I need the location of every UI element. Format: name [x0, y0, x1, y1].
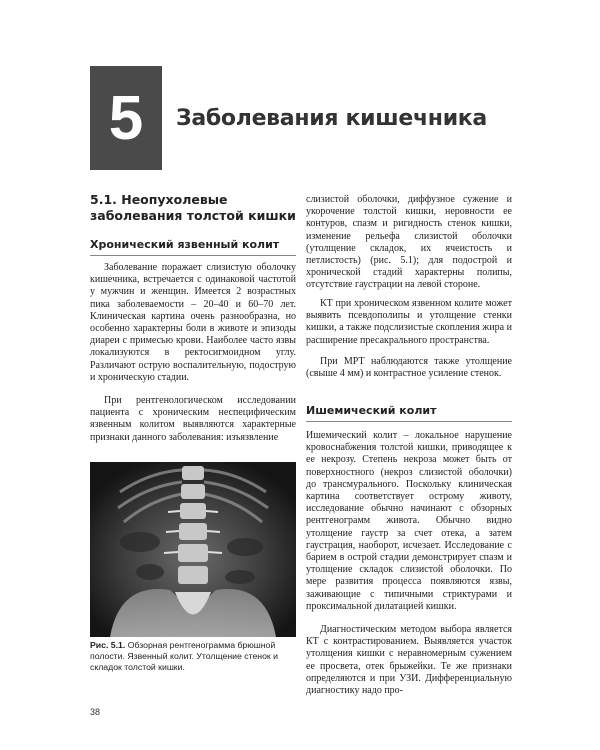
- page-number: 38: [90, 707, 101, 717]
- caption-text: Обзорная рентгенограмма брюшной полости. Язвенный колит. Утолщение стенок и складок толстой кишки.: [90, 640, 279, 672]
- paragraph-right-4: Ишемический колит – локальное нарушение кровоснабжения толстой кишки, приводящее к ее некрозу. Степень некроза может быть от поверхностного (некроз слизистой оболочки) до трансмурального. Поскольку клиническая картина соответствует острому животу, исследование обычно начинают с обзорных рентгенограмм живота. Обычно видно утолщение гаустр за счет отека, а затем гаустрация, наоборот, исчезает. Исследование с барием в острой стадии демонстрирует спазм и утолщение складок слизистой оболочки. По мере развития процесса появляются язвы, заживающие с типичными стриктурами и проксимальной дилатацией кишки.: [306, 430, 512, 612]
- chapter-number: 5: [108, 83, 144, 153]
- figure-caption: [90, 640, 302, 673]
- paragraph-right-2: КТ при хроническом язвенном колите может выявить псевдополипы и утолщение стенки кишки, а также подслизистые скопления жира и расширение пресакрального пространства.: [306, 298, 512, 346]
- paragraph-left-2: При рентгенологическом исследовании пациента с хроническим неспецифическим язвенным колитом выявляются характерные признаки данного заболевания: изъязвление: [90, 395, 296, 443]
- subhead-ischemic-colitis: Ишемический колит: [306, 404, 512, 422]
- paragraph-right-3: При МРТ наблюдаются также утолщение (свыше 4 мм) и контрастное усиление стенок.: [306, 356, 512, 380]
- paragraph-left-1: Заболевание поражает слизистую оболочку кишечника, встречается с одинаковой частотой у мужчин и женщин. Имеется 2 возрастных пика заболеваемости – 20–40 и 60–70 лет. Клиническая картина очень разнообразна, но особенно характерны боли в животе и эпизоды диареи с примесью крови. Наиболее часто язвы локализуются в ректосигмоидном углу. Различают острую воспалительную, подострую и хроническую стадии.: [90, 262, 296, 383]
- paragraph-right-1: слизистой оболочки, диффузное сужение и укорочение толстой кишки, неровности ее контуров, спазм и ригидность стенок кишки, изменение рельефа слизистой оболочки (утолщение складок, их ячеистость и петлистость) (рис. 5.1); для подострой и хронической стадий характерны полипы, отсутствие гаустрации на левой стороне.: [306, 194, 512, 291]
- xray-figure: [90, 462, 296, 637]
- abdominal-xray-image: [90, 462, 296, 637]
- subhead-chronic-colitis: Хронический язвенный колит: [90, 238, 296, 256]
- caption-label: Рис. 5.1.: [90, 640, 126, 650]
- paragraph-right-5: Диагностическим методом выбора является КТ с контрастированием. Выявляется участок утолщения кишки с неравномерным сужением ее просвета, отек брыжейки. Те же признаки определяются и при УЗИ. Дифференциальную диагностику надо про-: [306, 624, 512, 697]
- chapter-title: Заболевания кишечника: [176, 106, 487, 131]
- section-title: 5.1. Неопухолевые заболевания толстой кишки: [90, 192, 296, 223]
- chapter-number-box: [90, 66, 162, 170]
